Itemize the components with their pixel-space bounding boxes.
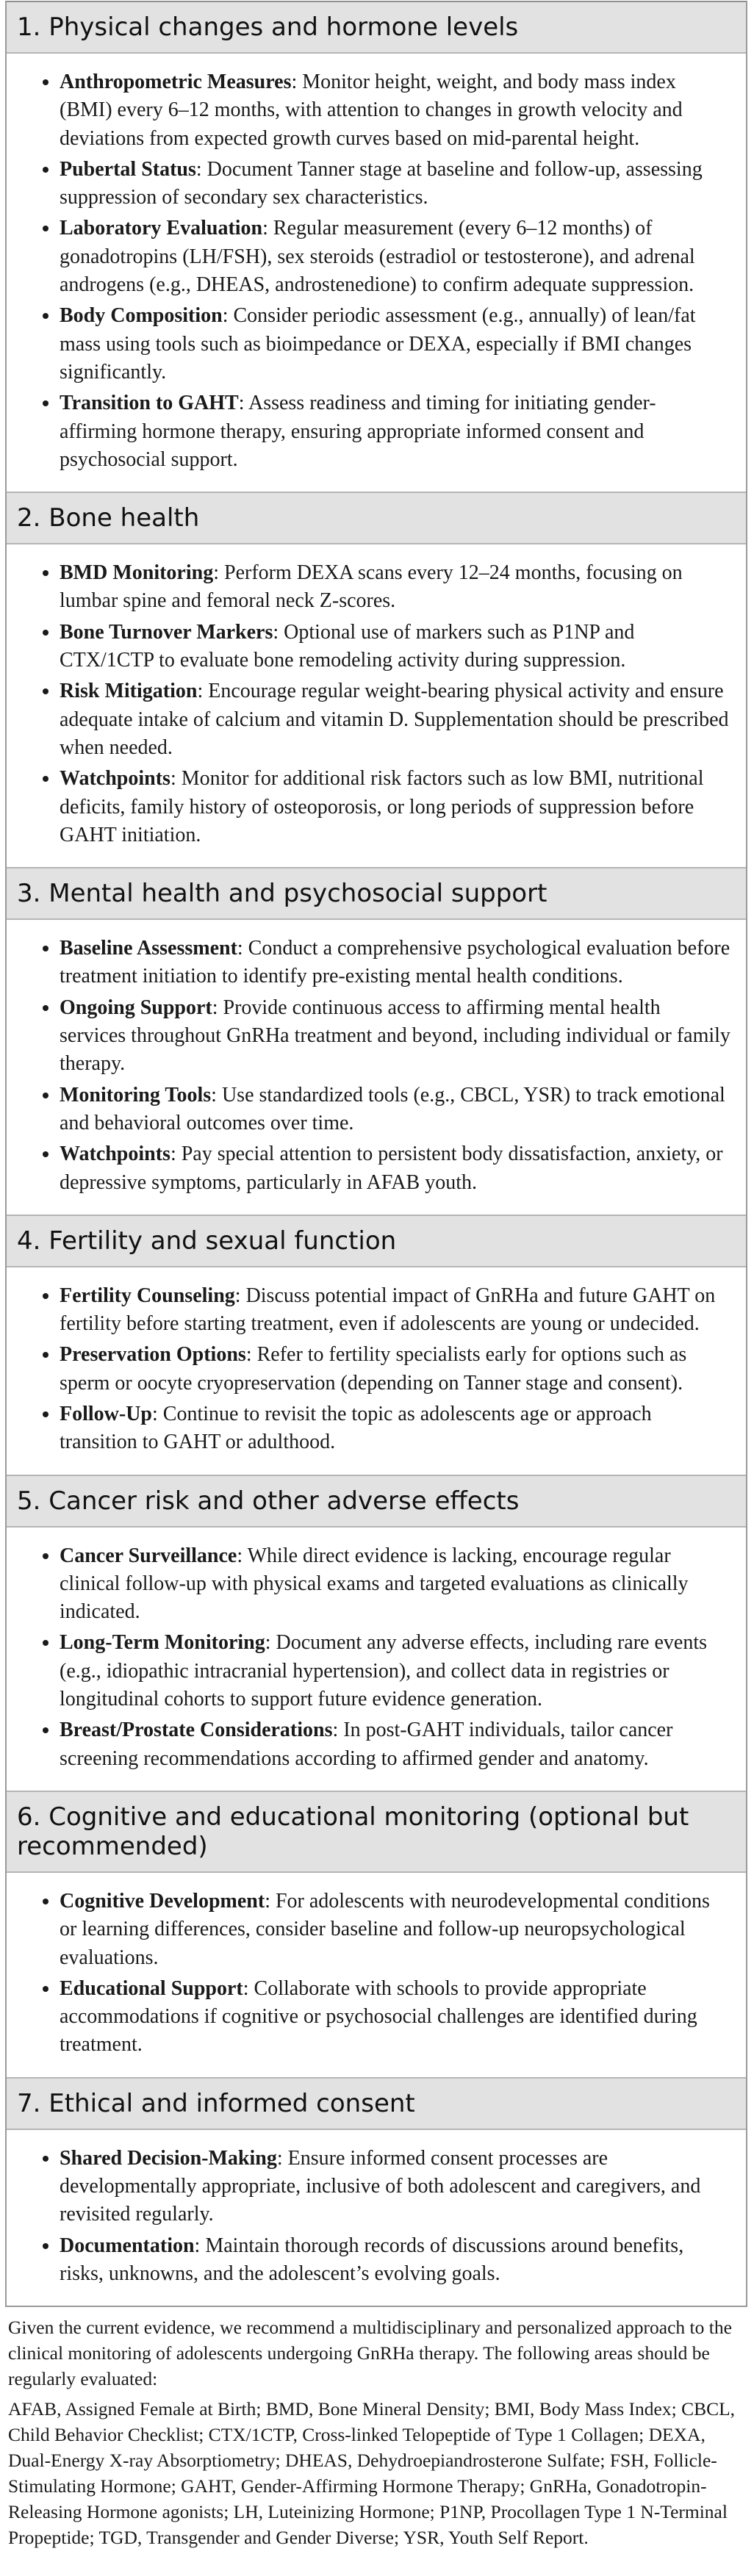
list-item (60, 68, 731, 153)
list-item (60, 1629, 731, 1713)
list-item (60, 1888, 731, 1972)
item-term: Bone Turnover Markers (60, 620, 273, 644)
section-physical-hormones (7, 2, 746, 493)
list-item (60, 765, 731, 849)
item-term: Laboratory Evaluation (60, 217, 263, 240)
list-item (60, 677, 731, 762)
item-term: Educational Support (60, 1976, 243, 2000)
list-item (60, 389, 731, 474)
item-term: Documentation (60, 2234, 195, 2257)
item-term: Cancer Surveillance (60, 1544, 237, 1567)
item-text: : Encourage regular weight-bearing physical activity and ensure adequate intake of calcium and vitamin D. Supplementation should be prescribed when needed. (60, 680, 729, 759)
list-item (60, 2145, 731, 2229)
item-text: : Regular measurement (every 6–12 months) of gonadotropins (LH/FSH), sex steroids (estradiol or testosterone), and adrenal androgens (e.g., DHEAS, androstenedione) to confirm adequate suppression. (60, 217, 695, 297)
item-term: Baseline Assessment (60, 937, 237, 960)
list-item (60, 2232, 731, 2289)
item-term: Pubertal Status (60, 157, 196, 181)
bullet-list (24, 1282, 731, 1457)
table-caption: Given the current evidence, we recommend a multidisciplinary and personalized approach to the clinical monitoring of adolescents undergoing GnRHa therapy. The following areas should be regularly evaluated: (8, 2317, 732, 2390)
list-item (60, 1716, 731, 1773)
list-item (60, 1140, 731, 1197)
bullet-list (24, 68, 731, 474)
item-term: Breast/Prostate Considerations (60, 1719, 333, 1742)
list-item (60, 1341, 731, 1397)
list-item (60, 1400, 731, 1457)
item-term: Monitoring Tools (60, 1083, 212, 1107)
table-footnote (5, 2307, 747, 2550)
item-text: : Monitor height, weight, and body mass index (BMI) every 6–12 months, with attention to changes in growth velocity and deviations from expected growth curves based on mid-parental height. (60, 71, 683, 150)
list-item (60, 1082, 731, 1138)
item-text: : Assess readiness and timing for initiating gender-affirming hormone therapy, ensuring appropriate informed consent and psychosocial support. (60, 392, 656, 471)
bullet-list (24, 935, 731, 1197)
item-text: : Conduct a comprehensive psychological evaluation before treatment initiation to identify pre-existing mental health conditions. (60, 937, 730, 988)
bullet-list (24, 559, 731, 849)
item-term: Anthropometric Measures (60, 71, 292, 93)
item-text: : Monitor for additional risk factors such as low BMI, nutritional deficits, family history of osteoporosis, or long periods of suppression before GAHT initiation. (60, 767, 704, 846)
monitoring-table (5, 1, 747, 2307)
item-term: Risk Mitigation (60, 680, 198, 703)
list-item (60, 215, 731, 299)
item-text: : Ensure informed consent processes are developmentally appropriate, inclusive of both adolescent and caregivers, and revisited regularly. (60, 2146, 701, 2226)
abbreviations-list: AFAB, Assigned Female at Birth; BMD, Bone Mineral Density; BMI, Body Mass Index; CBCL, Child Behavior Checklist; CTX/1CTP, Cross-linked Telopeptide of Type 1 Collagen; DEXA, Dual-Energy X-ray Absorptiometry; DHEAS, Dehydroepiandrosterone Sulfate; FSH, Follicle-Stimulating Hormone; GAHT, Gender-Affirming Hormone Therapy; GnRHa, Gonadotropin-Releasing Hormone agonists; LH, Luteinizing Hormone; P1NP, Procollagen Type 1 N-Terminal Propeptide; TGD, Transgender and Gender Diverse; YSR, Youth Self Report. (8, 2398, 736, 2549)
section-heading: 6. Cognitive and educational monitoring (optional but recommended) (7, 1792, 746, 1873)
bullet-list (24, 1888, 731, 2059)
item-text: : Discuss potential impact of GnRHa and future GAHT on fertility before starting treatment, even if adolescents are young or undecided. (60, 1284, 716, 1336)
bullet-list (24, 1542, 731, 1773)
section-heading: 4. Fertility and sexual function (7, 1216, 746, 1267)
section-heading: 7. Ethical and informed consent (7, 2079, 746, 2130)
section-bone-health (7, 493, 746, 868)
item-text: : Provide continuous access to affirming mental health services throughout GnRHa treatment and beyond, including individual or family therapy. (60, 996, 730, 1076)
list-item (60, 1542, 731, 1627)
item-text: : Maintain thorough records of discussions around benefits, risks, unknowns, and the adolescent’s evolving goals. (60, 2234, 684, 2285)
item-text: : Refer to fertility specialists early for options such as sperm or oocyte cryopreservation (depending on Tanner stage and consent). (60, 1343, 687, 1395)
section-mental-health (7, 868, 746, 1216)
item-text: : For adolescents with neurodevelopmental conditions or learning differences, consider baseline and follow-up neuropsychological evaluations. (60, 1889, 710, 1969)
item-text: : Collaborate with schools to provide appropriate accommodations if cognitive or psychosocial challenges are identified during treatment. (60, 1976, 697, 2057)
item-text: : While direct evidence is lacking, encourage regular clinical follow-up with physical exams and targeted evaluations as clinically indicated. (60, 1544, 689, 1624)
item-term: Watchpoints (60, 767, 170, 791)
list-item (60, 619, 731, 675)
item-text: : Document Tanner stage at baseline and follow-up, assessing suppression of secondary sex characteristics. (60, 157, 703, 209)
list-item (60, 1282, 731, 1339)
item-term: Follow-Up (60, 1402, 152, 1425)
item-term: Watchpoints (60, 1143, 170, 1166)
bullet-list (24, 2145, 731, 2288)
item-term: Preservation Options (60, 1343, 246, 1367)
item-text: : Perform DEXA scans every 12–24 months, focusing on lumbar spine and femoral neck Z-scores. (60, 561, 683, 613)
section-heading: 3. Mental health and psychosocial support (7, 868, 746, 920)
item-term: Ongoing Support (60, 996, 212, 1019)
item-term: Shared Decision-Making (60, 2146, 277, 2170)
document-page (5, 0, 747, 2550)
list-item (60, 935, 731, 991)
section-fertility (7, 1216, 746, 1476)
item-text: : Continue to revisit the topic as adolescents age or approach transition to GAHT or adulthood. (60, 1402, 652, 1454)
section-heading: 1. Physical changes and hormone levels (7, 2, 746, 54)
item-term: Fertility Counseling (60, 1284, 235, 1307)
section-cancer-risk (7, 1476, 746, 1792)
item-text: : Pay special attention to persistent body dissatisfaction, anxiety, or depressive symptoms, particularly in AFAB youth. (60, 1143, 723, 1194)
list-item (60, 156, 731, 212)
section-heading: 2. Bone health (7, 493, 746, 544)
list-item (60, 994, 731, 1079)
item-term: Cognitive Development (60, 1889, 265, 1913)
item-text: : Use standardized tools (e.g., CBCL, YSR) to track emotional and behavioral outcomes over time. (60, 1083, 725, 1134)
item-term: BMD Monitoring (60, 561, 214, 585)
item-text: : Optional use of markers such as P1NP and CTX/1CTP to evaluate bone remodeling activity during suppression. (60, 620, 635, 672)
item-term: Body Composition (60, 304, 223, 328)
item-text: : Document any adverse effects, including rare events (e.g., idiopathic intracranial hypertension), and collect data in registries or longitudinal cohorts to support future evidence generation. (60, 1631, 707, 1711)
list-item (60, 302, 731, 386)
item-term: Transition to GAHT (60, 392, 239, 415)
section-cognitive-educational (7, 1792, 746, 2079)
item-text: : In post-GAHT individuals, tailor cancer screening recommendations according to affirmed gender and anatomy. (60, 1719, 673, 1770)
item-term: Long-Term Monitoring (60, 1631, 265, 1655)
list-item (60, 559, 731, 616)
section-heading: 5. Cancer risk and other adverse effects (7, 1476, 746, 1528)
item-text: : Consider periodic assessment (e.g., annually) of lean/fat mass using tools such as bioimpedance or DEXA, especially if BMI changes significantly. (60, 304, 696, 384)
section-ethical-consent (7, 2079, 746, 2306)
list-item (60, 1975, 731, 2059)
